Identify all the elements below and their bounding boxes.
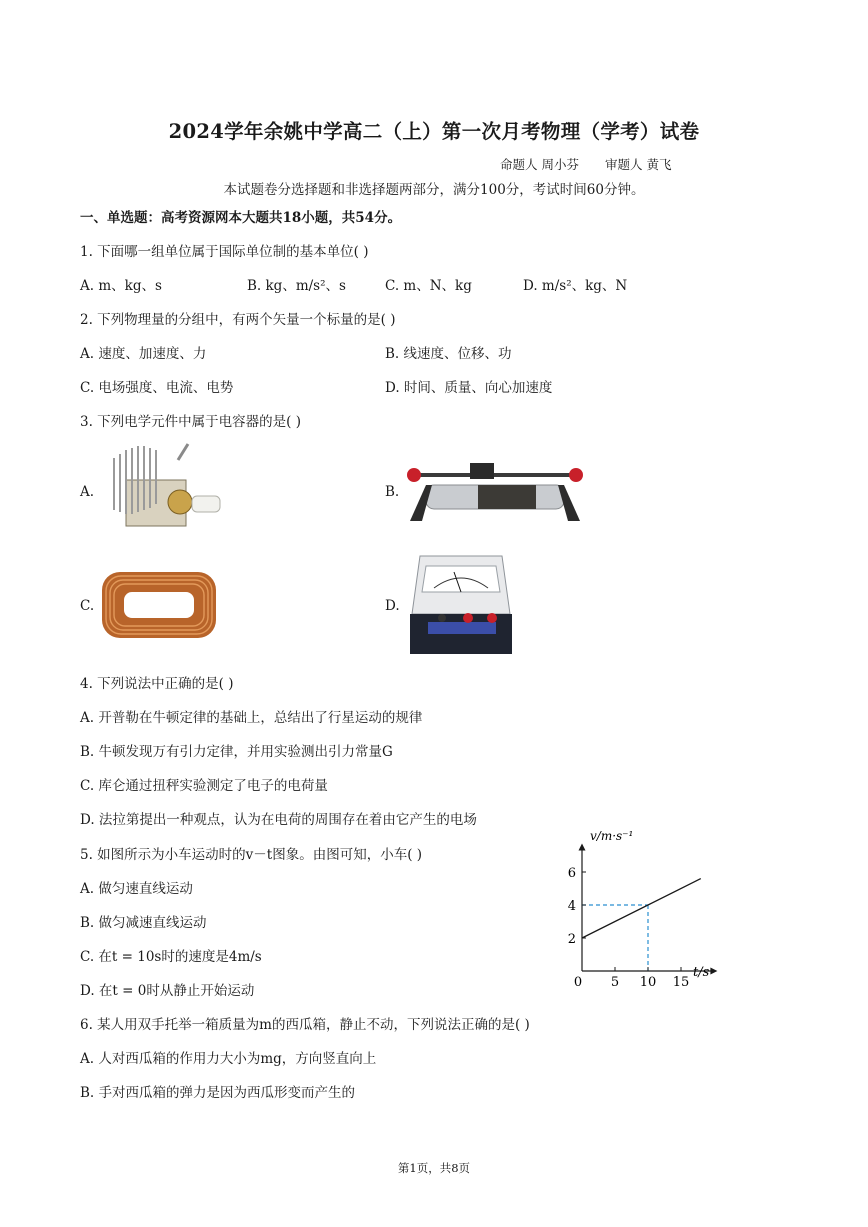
sliding-rheostat-image (404, 455, 586, 527)
reviewer-name: 审题人 黄飞 (604, 157, 672, 172)
chart-x-tick-label: 0 (573, 975, 583, 990)
chart-y-tick-label: 4 (567, 899, 576, 914)
section-title: 一、单选题：高考资源网本大题共18小题，共54分。 (80, 210, 402, 226)
question-2-option-c[interactable]: C. 电场强度、电流、电势 (80, 380, 234, 396)
exam-intro: 本试题卷分选择题和非选择题两部分，满分100分，考试时间60分钟。 (223, 182, 645, 198)
meter-image (406, 552, 514, 656)
question-4-option-a[interactable]: A. 开普勒在牛顿定律的基础上，总结出了行星运动的规律 (80, 710, 423, 726)
question-1-option-c[interactable]: C. m、N、kg (385, 278, 472, 294)
question-5-option-b[interactable]: B. 做匀减速直线运动 (80, 915, 207, 931)
question-2-option-b[interactable]: B. 线速度、位移、功 (385, 346, 512, 362)
chart-y-tick-label: 2 (567, 932, 576, 947)
question-4-option-d[interactable]: D. 法拉第提出一种观点，认为在电荷的周围存在着由它产生的电场 (80, 812, 477, 828)
chart-x-tick-label: 10 (639, 975, 657, 990)
question-4-stem: 4. 下列说法中正确的是( ) (80, 676, 234, 692)
question-2-option-a[interactable]: A. 速度、加速度、力 (80, 346, 207, 362)
question-2-stem: 2. 下列物理量的分组中，有两个矢量一个标量的是( ) (80, 312, 396, 328)
question-4-option-c[interactable]: C. 库仑通过扭秤实验测定了电子的电荷量 (80, 778, 328, 794)
question-3-label-d[interactable]: D. (385, 598, 400, 614)
chart-x-tick-label: 5 (610, 975, 620, 990)
question-6-option-a[interactable]: A. 人对西瓜箱的作用力大小为mg，方向竖直向上 (80, 1051, 377, 1067)
question-6-stem: 6. 某人用双手托举一箱质量为m的西瓜箱，静止不动，下列说法正确的是( ) (80, 1017, 530, 1033)
question-3-label-a[interactable]: A. (80, 484, 95, 500)
question-4-option-b[interactable]: B. 牛顿发现万有引力定律，并用实验测出引力常量G (80, 744, 393, 760)
page-title: 2024学年余姚中学高二（上）第一次月考物理（学考）试卷 (168, 120, 700, 143)
chart-y-tick-label: 6 (567, 866, 576, 881)
authors (500, 155, 693, 173)
question-3-label-b[interactable]: B. (385, 484, 400, 500)
variable-capacitor-image (96, 440, 226, 536)
chart-x-axis-arrow (710, 968, 717, 975)
question-5-option-c[interactable]: C. 在t = 10s时的速度是4m/s (80, 949, 262, 965)
question-1-option-a[interactable]: A. m、kg、s (80, 278, 162, 294)
chart-y-axis-label: v/m·s⁻¹ (590, 829, 634, 843)
page-footer: 第1页，共8页 (397, 1161, 471, 1175)
question-3-label-c[interactable]: C. (80, 598, 95, 614)
question-5-stem: 5. 如图所示为小车运动时的v－t图象。由图可知，小车( ) (80, 847, 423, 863)
chart-y-axis-arrow (579, 844, 586, 851)
question-1-stem: 1. 下面哪一组单位属于国际单位制的基本单位( ) (80, 244, 369, 260)
question-6-option-b[interactable]: B. 手对西瓜箱的弹力是因为西瓜形变而产生的 (80, 1085, 356, 1101)
copper-coil-image (98, 568, 220, 642)
question-5-option-a[interactable]: A. 做匀速直线运动 (80, 881, 193, 897)
question-5-option-d[interactable]: D. 在t = 0时从静止开始运动 (80, 983, 255, 999)
chart-series-line (582, 879, 701, 938)
question-3-stem: 3. 下列电学元件中属于电容器的是( ) (80, 414, 301, 430)
question-2-option-d[interactable]: D. 时间、质量、向心加速度 (385, 380, 553, 396)
question-1-option-d[interactable]: D. m/s²、kg、N (523, 278, 628, 294)
chart-x-axis-label: t/s (693, 965, 710, 980)
question-1-option-b[interactable]: B. kg、m/s²、s (247, 278, 346, 294)
chart-x-tick-label: 15 (672, 975, 690, 990)
author-name: 命题人 周小芬 (500, 157, 579, 172)
velocity-time-chart (560, 826, 720, 990)
